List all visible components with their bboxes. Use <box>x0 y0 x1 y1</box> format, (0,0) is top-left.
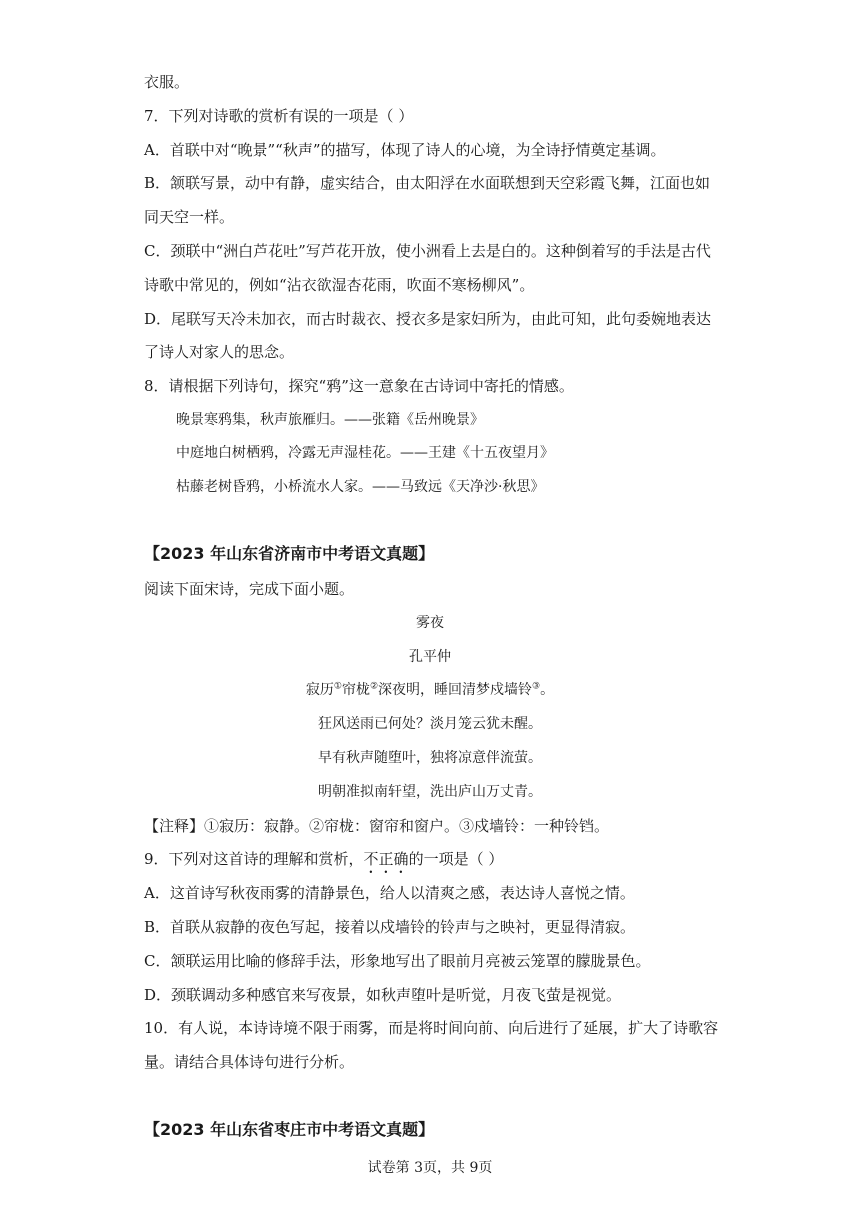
section-heading: 【2023 年山东省济南市中考语文真题】 <box>144 544 435 563</box>
question-9: 9．下列对这首诗的理解和赏析，不正确的一项是（ ） <box>144 850 504 868</box>
poem-title: 雾夜 <box>416 615 444 631</box>
option-b-cont: 同天空一样。 <box>144 208 235 226</box>
section-heading: 【2023 年山东省枣庄市中考语文真题】 <box>144 1120 435 1139</box>
option-c: C．颈联中“洲白芦花吐”写芦花开放，使小洲看上去是白的。这种倒着写的手法是古代 <box>144 242 711 260</box>
option-a: A．首联中对“晚景”“秋声”的描写，体现了诗人的心境，为全诗抒情奠定基调。 <box>144 141 666 159</box>
option-d: D．尾联写天冷未加衣，而古时裁衣、授衣多是家妇所为，由此可知，此句委婉地表达 <box>144 310 712 328</box>
poem-quote: 枯藤老树昏鸦，小桥流水人家。——马致远《天净沙·秋思》 <box>176 479 545 495</box>
poem-verse: 寂历①帘栊②深夜明，睡回清梦戍墙铃③。 <box>305 681 555 698</box>
option-c: C．颔联运用比喻的修辞手法，形象地写出了眼前月亮被云笼罩的朦胧景色。 <box>144 952 651 970</box>
question-7: 7．下列对诗歌的赏析有误的一项是（ ） <box>144 107 414 125</box>
poem-verse: 明朝准拟南轩望，洗出庐山万丈青。 <box>318 784 542 800</box>
option-b: B．颔联写景，动中有静，虚实结合，由太阳浮在水面联想到天空彩霞飞舞，江面也如 <box>144 174 711 192</box>
poem-quote: 晚景寒鸦集，秋声旅雁归。——张籍《岳州晚景》 <box>176 412 484 428</box>
option-d-cont: 了诗人对家人的思念。 <box>144 343 295 361</box>
question-10: 10．有人说，本诗诗境不限于雨雾，而是将时间向前、向后进行了延展，扩大了诗歌容 <box>144 1019 719 1037</box>
option-d: D．颈联调动多种感官来写夜景，如秋声堕叶是听觉，月夜飞萤是视觉。 <box>144 986 622 1004</box>
option-c-cont: 诗歌中常见的，例如“沾衣欲湿杏花雨，吹面不寒杨柳风”。 <box>144 276 535 294</box>
instruction: 阅读下面宋诗，完成下面小题。 <box>144 580 355 598</box>
poem-author: 孔平仲 <box>409 649 451 665</box>
annotation: 【注释】①寂历：寂静。②帘栊：窗帘和窗户。③戍墙铃：一种铃铛。 <box>144 817 610 835</box>
text-line: 衣服。 <box>144 73 190 91</box>
poem-verse: 狂风送雨已何处？淡月笼云犹未醒。 <box>318 716 542 732</box>
option-a: A．这首诗写秋夜雨雾的清静景色，给人以清爽之感，表达诗人喜悦之情。 <box>144 884 635 902</box>
poem-quote: 中庭地白树栖鸦，冷露无声湿桂花。——王建《十五夜望月》 <box>176 445 554 461</box>
poem-verse: 早有秋声随堕叶，独将凉意伴流萤。 <box>318 750 542 766</box>
question-10-cont: 量。请结合具体诗句进行分析。 <box>144 1053 355 1071</box>
option-b: B．首联从寂静的夜色写起，接着以戍墙铃的铃声与之映衬，更显得清寂。 <box>144 918 636 936</box>
emphasis-text: 不正确 <box>363 850 409 868</box>
question-8: 8．请根据下列诗句，探究“鸦”这一意象在古诗词中寄托的情感。 <box>144 377 574 395</box>
page-footer: 试卷第 3页，共 9页 <box>367 1160 493 1176</box>
